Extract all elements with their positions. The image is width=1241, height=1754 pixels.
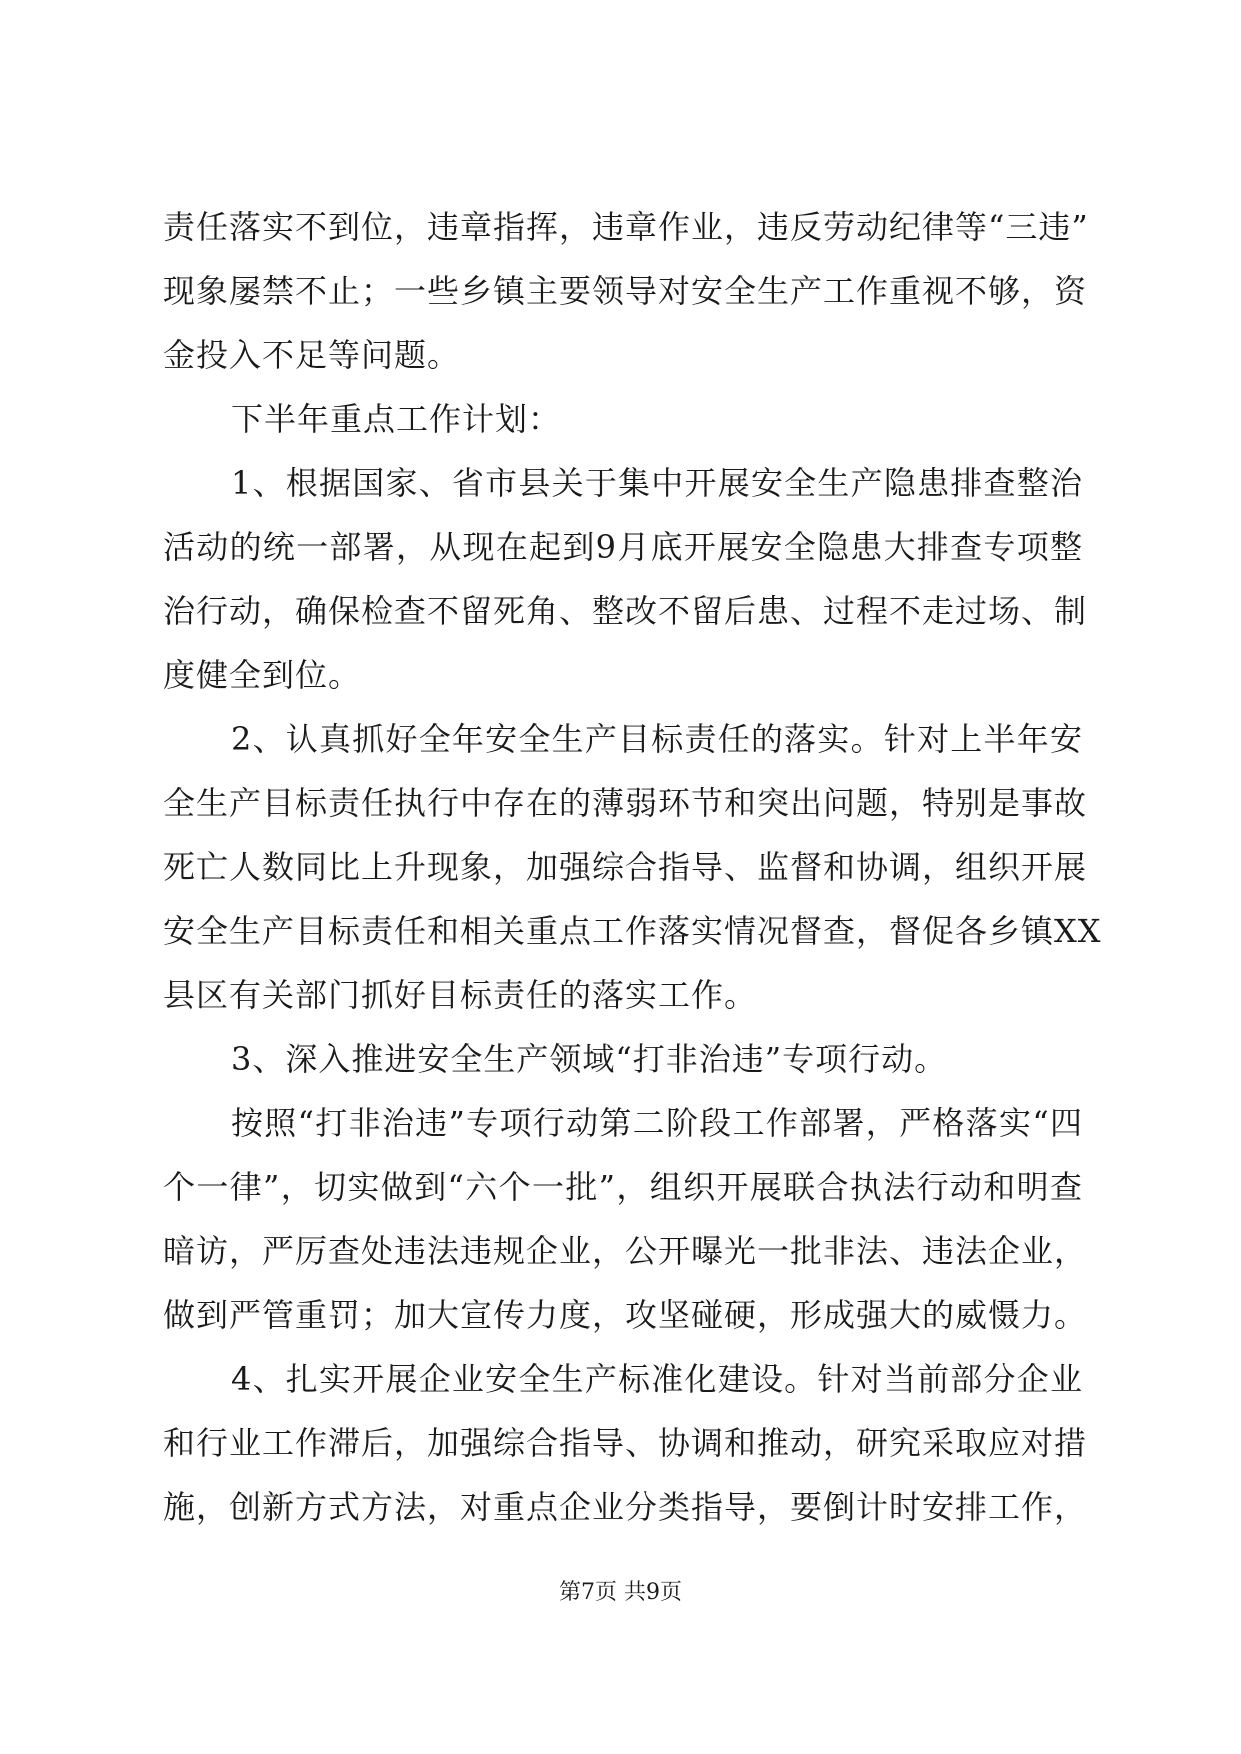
text-line: 责任落实不到位，违章指挥，违章作业，违反劳动纪律等“三违” bbox=[163, 208, 1089, 246]
text-line: 安全生产目标责任和相关重点工作落实情况督查，督促各乡镇XX bbox=[163, 912, 1102, 950]
text-line: 3、深入推进安全生产领域“打非治违”专项行动。 bbox=[231, 1040, 948, 1078]
text-line: 和行业工作滞后，加强综合指导、协调和推动，研究采取应对措 bbox=[163, 1424, 1088, 1462]
page-number-footer: 第7页 共9页 bbox=[559, 1580, 682, 1605]
text-line: 活动的统一部署，从现在起到9月底开展安全隐患大排查专项整 bbox=[163, 528, 1083, 566]
section-heading: 下半年重点工作计划： bbox=[231, 400, 562, 438]
text-line: 治行动，确保检查不留死角、整改不留后患、过程不走过场、制 bbox=[163, 592, 1088, 630]
text-line: 金投入不足等问题。 bbox=[163, 336, 461, 374]
text-line: 死亡人数同比上升现象，加强综合指导、监督和协调，组织开展 bbox=[163, 848, 1088, 886]
text-line: 按照“打非治违”专项行动第二阶段工作部署，严格落实“四 bbox=[231, 1104, 1083, 1142]
text-line: 度健全到位。 bbox=[163, 656, 362, 694]
text-line: 县区有关部门抓好目标责任的落实工作。 bbox=[163, 976, 758, 1014]
text-line: 4、扎实开展企业安全生产标准化建设。针对当前部分企业 bbox=[231, 1360, 1083, 1398]
text-line: 暗访，严厉查处违法违规企业，公开曝光一批非法、违法企业， bbox=[163, 1232, 1088, 1270]
text-line: 现象屡禁不止；一些乡镇主要领导对安全生产工作重视不够，资 bbox=[163, 272, 1088, 310]
text-line: 1、根据国家、省市县关于集中开展安全生产隐患排查整治 bbox=[231, 464, 1083, 502]
text-line: 个一律”，切实做到“六个一批”，组织开展联合执法行动和明查 bbox=[163, 1168, 1083, 1206]
text-line: 施，创新方式方法，对重点企业分类指导，要倒计时安排工作， bbox=[163, 1488, 1088, 1526]
text-line: 2、认真抓好全年安全生产目标责任的落实。针对上半年安 bbox=[231, 720, 1083, 758]
text-line: 全生产目标责任执行中存在的薄弱环节和突出问题，特别是事故 bbox=[163, 784, 1088, 822]
document-body bbox=[163, 195, 1102, 1539]
text-line: 做到严管重罚；加大宣传力度，攻坚碰硬，形成强大的威慑力。 bbox=[163, 1296, 1088, 1334]
